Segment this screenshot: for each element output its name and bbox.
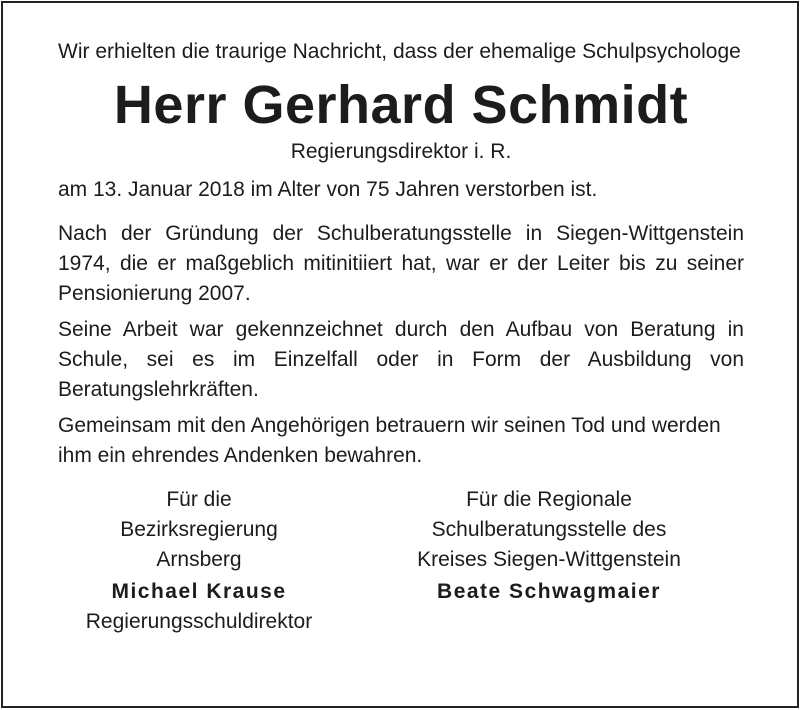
deceased-rank: Regierungsdirektor i. R. [290,140,512,163]
paragraph-mourning: Gemeinsam mit den Angehörigen betrauern wir seinen Tod und werden ihm ein ehrendes Andenken bewahren. [58,414,721,467]
paragraph-work: Seine Arbeit war gekennzeichnet durch den Aufbau von Beratung in Schule, sei es im Einzelfall oder in Form der Ausbildung von Beratungslehrkräften. [58,318,744,401]
signature-block-counselling-office [364,485,734,637]
intro-text: Wir erhielten die traurige Nachricht, dass der ehemalige Schulpsychologe [58,40,741,63]
signature-block-district-government [34,485,364,637]
signer-name: Michael Krause [111,580,287,603]
org-line: Bezirksregierung [120,518,278,541]
org-line: Arnsberg [156,548,242,571]
org-line: Schulberatungsstelle des [431,518,667,541]
signer-name: Beate Schwagmaier [437,580,661,603]
deceased-name: Herr Gerhard Schmidt [113,75,689,135]
org-line: Kreises Siegen-Wittgenstein [417,548,681,571]
signatures [58,485,744,637]
org-line: Für die Regionale [466,488,632,511]
org-line: Für die [166,488,232,511]
signer-title: Regierungsschuldirektor [85,610,313,633]
obituary-notice [1,1,799,708]
death-line: am 13. Januar 2018 im Alter von 75 Jahren verstorben ist. [58,178,598,201]
paragraph-founding: Nach der Gründung der Schulberatungsstelle in Siegen-Wittgenstein 1974, die er maßgeblich mitinitiiert hat, war er der Leiter bis zu seiner Pensionierung 2007. [58,222,744,305]
